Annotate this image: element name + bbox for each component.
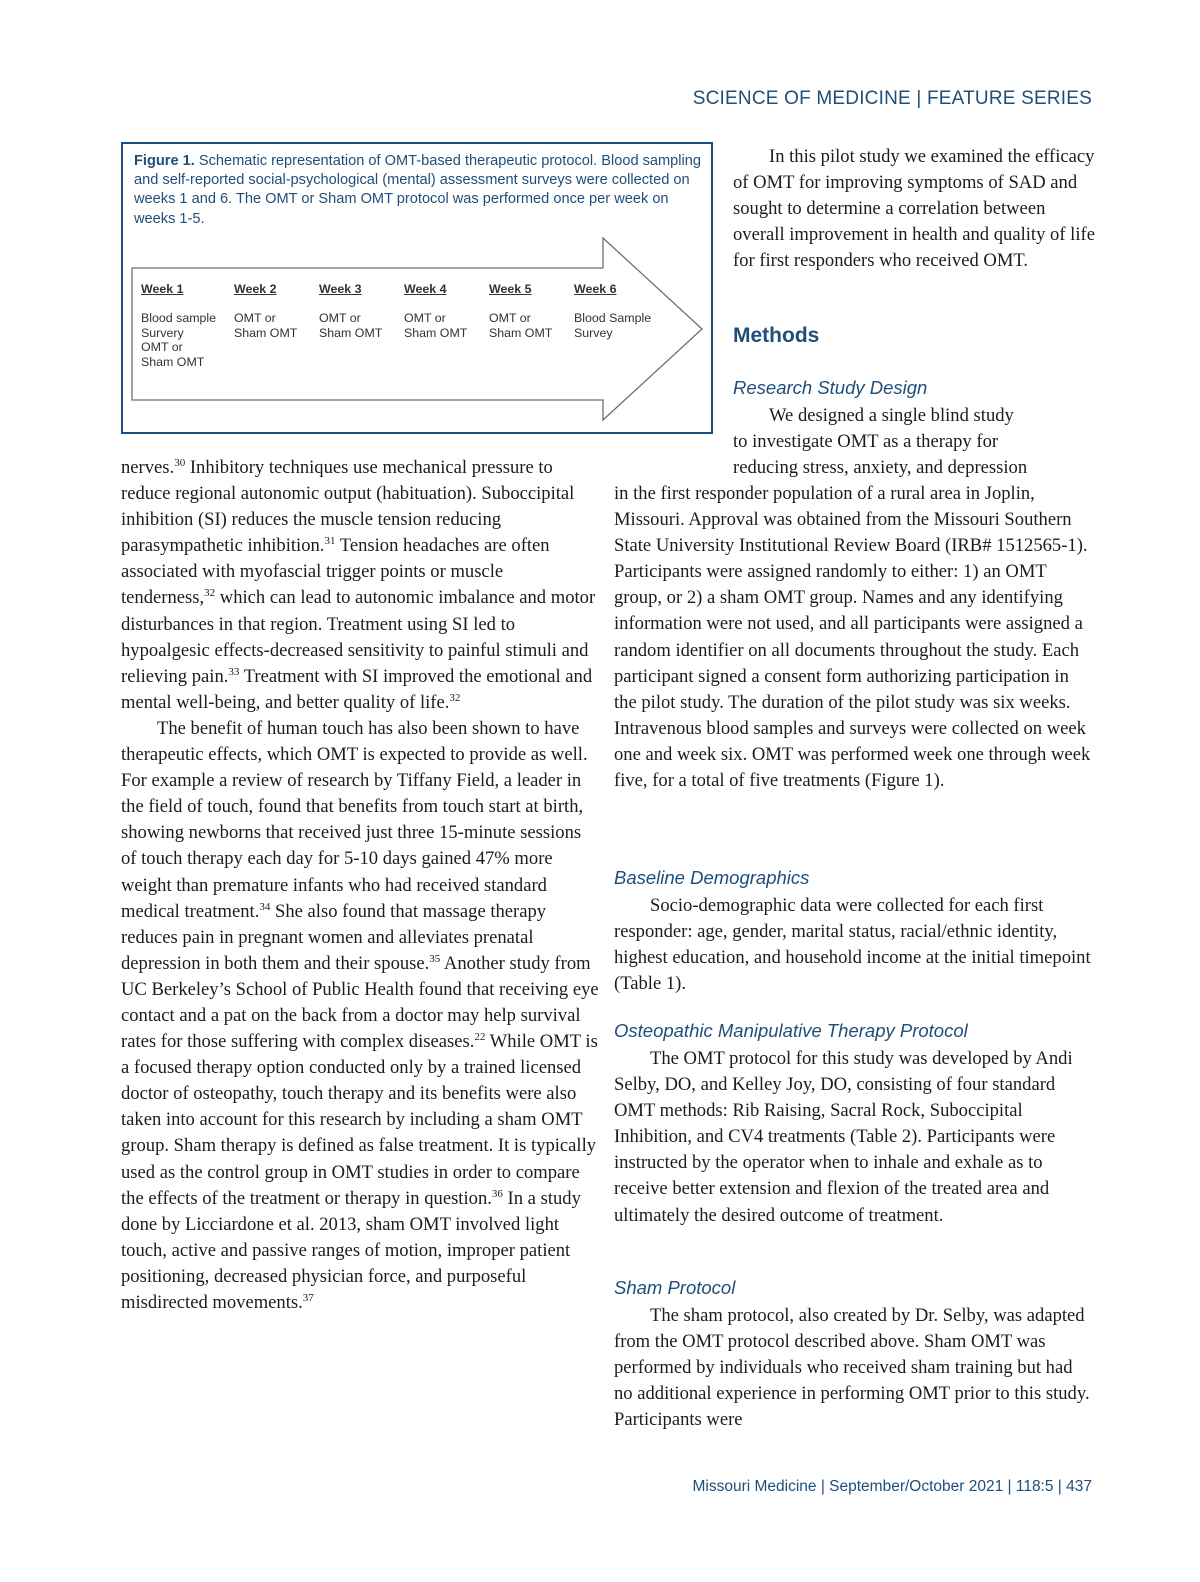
text-run: She also found that massage therapy reduces pain in pregnant women and alleviates prenatal depression in both them and their spouse. (121, 900, 547, 974)
week-6-activities (574, 311, 651, 340)
body-paragraph (121, 455, 601, 716)
figure-1 (121, 142, 713, 434)
week-6-label: Week 6 (574, 282, 617, 296)
citation-superscript: 34 (259, 900, 271, 913)
body-paragraph (121, 716, 601, 1316)
text-line: to investigate OMT as a therapy for (733, 431, 999, 453)
week-4-line: Sham OMT (404, 325, 468, 340)
citation-superscript: 31 (324, 535, 336, 548)
citation-superscript: 36 (491, 1187, 503, 1200)
left-column (121, 455, 601, 1316)
week-4-label: Week 4 (404, 282, 447, 296)
week-1-label: Week 1 (141, 282, 184, 296)
sham-protocol-heading: Sham Protocol (614, 1277, 736, 1298)
citation-superscript: 32 (204, 587, 216, 600)
text-run: Treatment with SI improved the emotional and mental well-being, and better quality of life. (121, 665, 593, 713)
week-5-activities (489, 311, 552, 340)
demographics-paragraph: Socio-demographic data were collected for each first responder: age, gender, marital status, racial/ethnic identity, highest education, and household income at the initial timepoint (Table 1). (614, 895, 1091, 995)
week-1-line: Sham OMT (141, 354, 205, 369)
week-5-line: OMT or (489, 311, 531, 325)
research-design-heading: Research Study Design (733, 377, 928, 398)
week-1-line: Blood sample (141, 311, 217, 325)
citation-superscript: 33 (228, 665, 240, 678)
methods-heading: Methods (733, 324, 820, 347)
running-header: SCIENCE OF MEDICINE | FEATURE SERIES (692, 88, 1092, 109)
sham-protocol-paragraph: The sham protocol, also created by Dr. Selby, was adapted from the OMT protocol described above. Sham OMT was performed by individuals who received sham training but had no additional experience in performing OMT prior to this study. Participants were (614, 1305, 1090, 1431)
week-4-activities (404, 311, 467, 340)
week-3-activities (319, 311, 382, 340)
text-run: which can lead to autonomic imbalance and motor disturbances in that region. Treatment using SI led to hypoalgesic effects-decreased sensitivity to painful stimuli and relieving pain. (121, 587, 596, 687)
week-3-line: Sham OMT (319, 325, 383, 340)
week-6-line: Blood Sample (574, 311, 652, 325)
page-footer: Missouri Medicine | September/October 2021 | 118:5 | 437 (692, 1478, 1092, 1495)
design-lead-lines (733, 403, 1093, 481)
week-6-line: Survey (574, 325, 613, 340)
intro-paragraph: In this pilot study we examined the efficacy of OMT for improving symptoms of SAD and sought to determine a correlation between overall improvement in health and quality of life for first responders who received OMT. (733, 146, 1095, 272)
design-paragraph: in the first responder population of a rural area in Joplin, Missouri. Approval was obtained from the Missouri Southern State University Institutional Review Board (IRB# 1512565-1). Participants were assigned randomly to either: 1) an OMT group, or 2) a sham OMT group. Names and any identifying information were not used, and all participants were assigned a random identifier on all documents throughout the study. Each participant signed a consent form authorizing participation in the pilot study. The duration of the pilot study was six weeks. Intravenous blood samples and surveys were collected on week one and week six. OMT was performed week one through week five, for a total of five treatments (Figure 1). (614, 483, 1091, 792)
citation-superscript: 35 (429, 952, 441, 965)
week-5-line: Sham OMT (489, 325, 553, 340)
omt-protocol-paragraph: The OMT protocol for this study was developed by Andi Selby, DO, and Kelley Joy, DO, consisting of four standard OMT methods: Rib Raising, Sacral Rock, Suboccipital Inhibition, and CV4 treatments (Table 2). Participants were instructed by the operator when to inhale and exhale as to receive better extension and flexion of the treated area and ultimately the desired outcome of treatment. (614, 1048, 1073, 1226)
figure-caption (134, 152, 704, 229)
text-run: While OMT is a focused therapy option conducted only by a trained licensed doctor of osteopathy, touch therapy and its benefits were also taken into account for this research by including a sham OMT group. Sham therapy is defined as false treatment. It is typically used as the control group in OMT studies in order to compare the effects of the treatment or therapy in question. (121, 1031, 598, 1209)
text-line: reducing stress, anxiety, and depression (733, 457, 1028, 479)
week-2-line: Sham OMT (234, 325, 298, 340)
citation-superscript: 22 (474, 1030, 486, 1043)
week-1-activities (141, 311, 216, 369)
citation-superscript: 32 (449, 691, 461, 704)
week-3-label: Week 3 (319, 282, 362, 296)
figure-label: Figure 1. (134, 153, 195, 169)
week-2-label: Week 2 (234, 282, 277, 296)
week-1-line: OMT or (141, 340, 183, 355)
text-run: Inhibitory techniques use mechanical pressure to reduce regional autonomic output (habituation). Suboccipital inhibition (SI) reduces the muscle tension reducing parasympathetic inhibition. (121, 457, 575, 557)
citation-superscript: 37 (302, 1291, 314, 1304)
text-run: nerves. (121, 457, 175, 478)
week-2-activities (234, 311, 297, 340)
text-line: We designed a single blind study (769, 405, 1014, 426)
text-run: In a study done by Licciardone et al. 2013, sham OMT involved light touch, active and passive ranges of motion, improper patient positioning, decreased physician force, and purposeful misdirected movements. (121, 1187, 581, 1313)
week-3-line: OMT or (319, 311, 361, 325)
week-4-line: OMT or (404, 311, 446, 325)
baseline-demographics-heading: Baseline Demographics (614, 867, 810, 888)
omt-protocol-heading: Osteopathic Manipulative Therapy Protocol (614, 1020, 968, 1041)
text-run: Tension headaches are often associated with myofascial trigger points or muscle tenderness, (121, 535, 550, 609)
text-run: Another study from UC Berkeley’s School of Public Health found that receiving eye contact and a pat on the back from a doctor may help survival rates for those suffering with complex diseases. (121, 952, 599, 1053)
citation-superscript: 30 (174, 456, 186, 469)
text-run: The benefit of human touch has also been shown to have therapeutic effects, which OMT is expected to provide as well. For example a review of research by Tiffany Field, a leader in the field of touch, found that benefits from touch start at birth, showing newborns that received just three 15-minute sessions of touch therapy each day for 5-10 days gained 47% more weight than premature infants who had received standard medical treatment. (121, 717, 588, 922)
figure-caption-text: Schematic representation of OMT-based therapeutic protocol. Blood sampling and self-reported social-psychological (mental) assessment surveys were collected on weeks 1 and 6. The OMT or Sham OMT protocol was performed once per week on weeks 1-5. (134, 153, 702, 227)
week-1-line: Survery (141, 325, 184, 340)
week-5-label: Week 5 (489, 282, 532, 296)
week-2-line: OMT or (234, 311, 276, 325)
